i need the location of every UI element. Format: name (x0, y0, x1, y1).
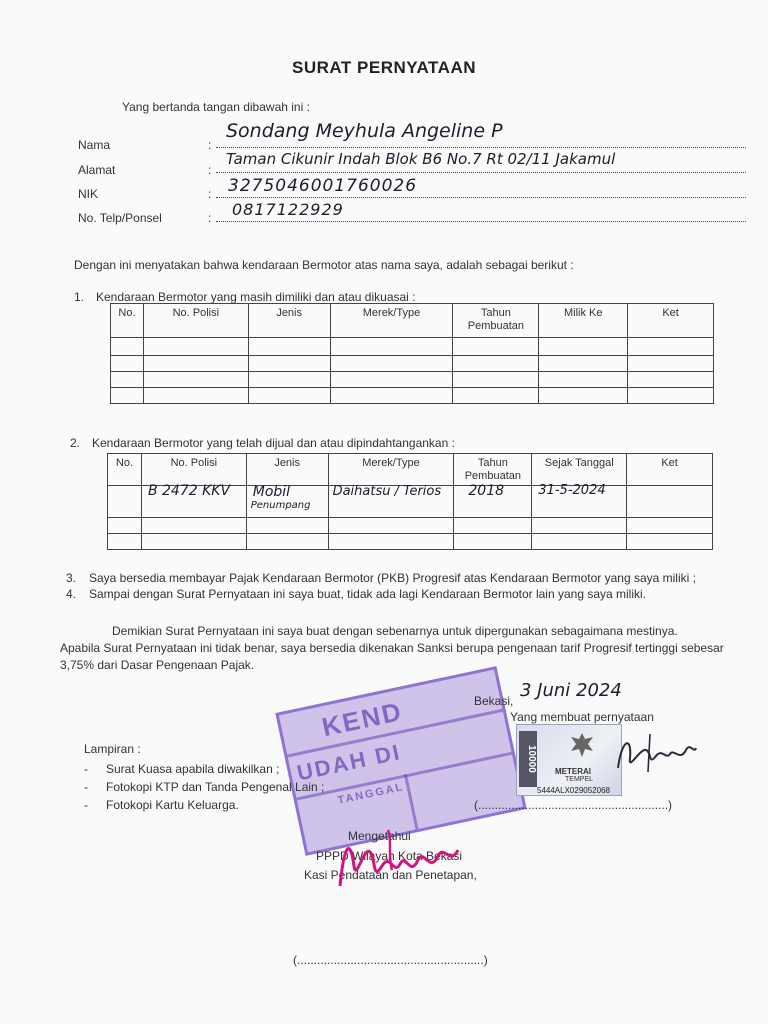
attachments-heading: Lampiran : (84, 742, 141, 756)
attachment-item-3: Fotokopi Kartu Keluarga. (106, 798, 239, 812)
sold-vehicles-table (107, 453, 713, 550)
owned-vehicles-table (110, 303, 714, 404)
name-label: Nama (78, 138, 111, 152)
name-value: Sondang Meyhula Angeline P (226, 120, 503, 142)
signature-maker-label: Yang membuat pernyataan (510, 710, 654, 724)
col-ket: Ket (627, 454, 713, 486)
col-sejak-tanggal: Sejak Tanggal (532, 454, 627, 486)
stamp-line-3: TANGGAL (336, 781, 406, 807)
garuda-emblem-icon (569, 731, 595, 759)
col-tahun: Tahun Pembuatan (453, 304, 539, 338)
cell-jenis-2: Penumpang (250, 500, 311, 511)
address-dotted-line (216, 172, 746, 173)
closing-line-2: Apabila Surat Pernyataan ini tidak benar, saya bersedia dikenakan Sanksi berupa pengenaan tarif Progresif tertinggi sebesar (60, 641, 724, 655)
table-header-row (108, 454, 713, 486)
table-header-row (111, 304, 714, 338)
phone-value: 0817122929 (232, 200, 344, 219)
attachment-dash-1: - (84, 762, 88, 776)
signature-date: 3 Juni 2024 (520, 680, 622, 701)
table-row (111, 356, 714, 372)
meterai-stamp (516, 724, 622, 796)
cell-tahun: 2018 (468, 483, 505, 499)
col-merek: Merek/Type (330, 304, 453, 338)
signature-name-placeholder: (.........................................................) (474, 798, 673, 812)
address-value: Taman Cikunir Indah Blok B6 No.7 Rt 02/11 Jakamul (226, 150, 616, 168)
meterai-serial: 5444ALX029052068 (537, 786, 610, 795)
col-tahun: Tahun Pembuatan (454, 454, 532, 486)
stamp-line-1: KEND (319, 695, 406, 743)
col-no-polisi: No. Polisi (143, 304, 248, 338)
table-row (111, 388, 714, 404)
address-colon: : (208, 163, 212, 177)
table-row (108, 534, 713, 550)
section1-number: 1. (74, 290, 85, 304)
nik-dotted-line (216, 197, 746, 198)
col-ket: Ket (628, 304, 714, 338)
name-colon: : (208, 138, 212, 152)
approval-line-3: Kasi Pendataan dan Penetapan, (304, 868, 477, 882)
point3-number: 3. (66, 571, 77, 585)
point4-number: 4. (66, 587, 77, 601)
nik-label: NIK (78, 187, 99, 201)
attachment-item-2: Fotokopi KTP dan Tanda Pengenal Lain ; (106, 780, 325, 794)
table-row (111, 338, 714, 356)
name-dotted-line (216, 147, 746, 148)
signature-place: Bekasi, (474, 694, 514, 708)
closing-line-1: Demikian Surat Pernyataan ini saya buat dengan sebenarnya untuk dipergunakan sebagaimana mestinya. (112, 624, 678, 638)
cell-jenis: Mobil (252, 484, 291, 500)
stamp-line-2: UDAH DI (294, 739, 404, 786)
attachment-dash-2: - (84, 780, 88, 794)
document-title: SURAT PERNYATAAN (292, 58, 476, 77)
section2-number: 2. (70, 436, 81, 450)
cell-merek: Daihatsu / Terios (332, 484, 442, 499)
closing-line-3: 3,75% dari Dasar Pengenaan Pajak. (60, 658, 255, 672)
attachment-item-1: Surat Kuasa apabila diwakilkan ; (106, 762, 280, 776)
intro-text: Yang bertanda tangan dibawah ini : (122, 100, 310, 114)
meterai-label-2: TEMPEL (565, 776, 594, 783)
statement-text: Dengan ini menyatakan bahwa kendaraan Bermotor atas nama saya, adalah sebagai berikut : (74, 258, 574, 272)
col-no: No. (108, 454, 142, 486)
address-label: Alamat (78, 163, 116, 177)
meterai-value: 10000 (519, 731, 537, 787)
col-milik-ke: Milik Ke (539, 304, 628, 338)
phone-colon: : (208, 211, 212, 225)
col-jenis: Jenis (248, 304, 330, 338)
col-no: No. (111, 304, 144, 338)
section2-heading: Kendaraan Bermotor yang telah dijual dan atau dipindahtangankan : (92, 436, 455, 450)
meterai-label: METERAI (555, 767, 591, 776)
section1-heading: Kendaraan Bermotor yang masih dimiliki dan atau dikuasai : (96, 290, 416, 304)
handwritten-signature (610, 728, 700, 778)
phone-dotted-line (216, 221, 746, 222)
col-merek: Merek/Type (328, 454, 454, 486)
approval-name-placeholder: (........................................................) (293, 953, 488, 967)
col-jenis: Jenis (246, 454, 328, 486)
col-no-polisi: No. Polisi (141, 454, 246, 486)
cell-no-polisi: B 2472 KKV (147, 483, 231, 499)
table-row (108, 518, 713, 534)
phone-label: No. Telp/Ponsel (78, 211, 162, 225)
magenta-signature (334, 826, 464, 896)
attachment-dash-3: - (84, 798, 88, 812)
point3-text: Saya bersedia membayar Pajak Kendaraan Bermotor (PKB) Progresif atas Kendaraan Bermotor yang saya miliki ; (89, 571, 696, 585)
approval-line-1: Mengetahui (348, 829, 411, 843)
table-row (111, 372, 714, 388)
cell-tanggal: 31-5-2024 (538, 483, 606, 498)
nik-colon: : (208, 187, 212, 201)
nik-value: 3275046001760026 (228, 176, 418, 196)
point4-text: Sampai dengan Surat Pernyataan ini saya buat, tidak ada lagi Kendaraan Bermotor lain yang saya miliki. (89, 587, 646, 601)
approval-line-2: PPPD Wilayah Kota Bekasi (316, 849, 463, 863)
table-row (108, 486, 713, 518)
